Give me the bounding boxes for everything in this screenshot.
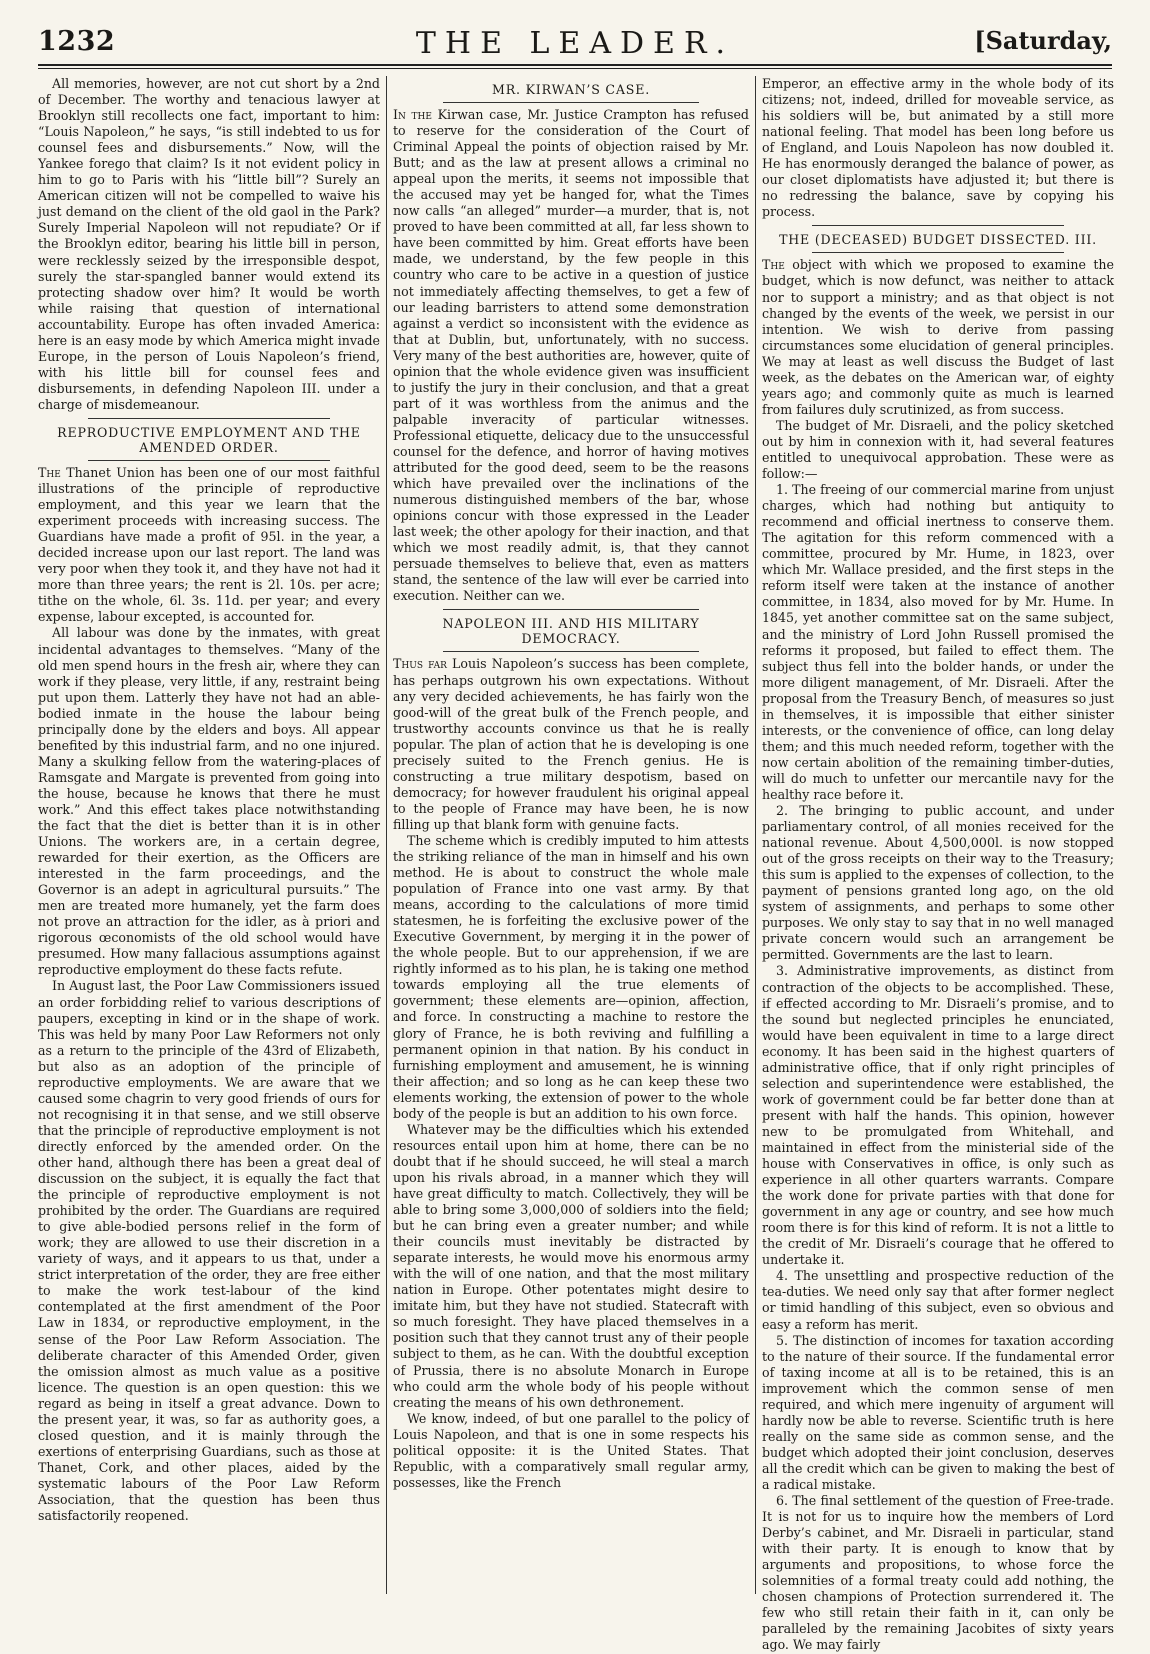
paragraph: Whatever may be the difficulties which his extended resources entail upon him at home, there can be no doubt that if he should succeed, he will steal a march upon his rivals abroad, in a manner which they will have great difficulty to match. Collectively, they will be able to bring some 3,000,000 of soldiers into the field; but he can bring even a greater number; and while their councils must inevitably be distracted by separate interests, he would move his enormous army with the will of one nation, and that the most military nation in Europe. Other potentates might desire to imitate him, but they have not studied. Statecraft with so much foresight. They have placed themselves in a position such that they cannot trust any of their people subject to them, as he can. With the doubtful exception of Prussia, there is no absolute Monarch in Europe who could arm the whole body of his people without creating the means of his own dethronement.	[393, 1121, 749, 1410]
masthead	[38, 26, 1112, 66]
paragraph-text: object with which we proposed to examine the budget, which is now defunct, was neither to attack nor to support a ministry; and as that object is not changed by the events of the week, we persist in our intention. We wish to derive from passing circumstances some elucidation of general principles. We may at least as well discuss the Budget of last week, as the debates on the American war, of eighty years ago; and commonly quite as much is learned from failures duly scrutinized, as from success.	[762, 257, 1114, 417]
column-divider	[386, 76, 387, 1594]
paragraph: All labour was done by the inmates, with great incidental advantages to themselves. “Many of the old men spend hours in the fresh air, where they can work if they please, very little, if any, restraint being put upon them. Latterly they have not had an able-bodied inmate in the house the labour being principally done by the elders and boys. All appear benefited by this industrial farm, and no one injured. Many a skulking fellow from the watering-places of Ramsgate and Margate is prevented from going into the house, because he knows that there he must work.” And this effect takes place notwithstanding the fact that the diet is better than it is in other Unions. The workers are, in a certain degree, rewarded for their exertion, as the Officers are interested in the farm proceedings, and the Governor is an adept in agricultural pursuits.” The men are treated more humanely, yet the farm does not prove an attraction for the idler, as à priori and rigorous œconomists of the old school would have presumed. How many fallacious assumptions against reproductive employment do these facts refute.	[38, 625, 380, 978]
section-rule	[88, 418, 330, 419]
paragraph: The budget of Mr. Disraeli, and the policy sketched out by him in connexion with it, had several features entitled to unequivocal approbation. These were as follow:—	[762, 417, 1114, 482]
section-rule	[443, 651, 699, 652]
page-number: 1232	[38, 26, 116, 57]
section-heading: NAPOLEON III. AND HIS MILITARY DEMOCRACY.	[442, 616, 700, 647]
lead-word: Thus far	[393, 656, 447, 672]
masthead-rule	[38, 64, 1112, 66]
section-rule	[812, 252, 1064, 253]
column-2	[393, 76, 749, 1594]
paragraph	[762, 257, 1114, 417]
newspaper-title: THE LEADER.	[415, 26, 735, 61]
paragraph	[393, 107, 749, 604]
paragraph: The scheme which is credibly imputed to him attests the striking reliance of the man in himself and his own method. He is about to construct the whole male population of France into one vast army. By that means, according to the calculations of more timid statesmen, he is forfeiting the exclusive power of the Executive Government, by merging it in the power of the whole people. But to our apprehension, if we are rightly informed as to his plan, he is taking one method towards employing all the true elements of government; these elements are—opinion, affection, and force. In constructing a machine to restore the glory of France, he is both reviving and fulfilling a permanent opinion in that nation. By his conduct in furnishing employment and amusement, he is winning their affection; and so long as he can keep these two elements working, the extension of power to the whole body of the people is but an addition to his own force.	[393, 832, 749, 1121]
paragraph: We know, indeed, of but one parallel to the policy of Louis Napoleon, and that is one in some respects his political opposite: it is the United States. That Republic, with a comparatively small regular army, possesses, like the French	[393, 1410, 749, 1490]
paragraph: 6. The final settlement of the question of Free-trade. It is not for us to inquire how the members of Lord Derby’s cabinet, and Mr. Disraeli in particular, stand with their party. It is enough to know that by arguments and propositions, to whose force the solemnities of a formal treaty could add nothing, the chosen champions of Protection surrendered it. The few who still retain their faith in it, can only be paralleled by the remaining Jacobites of sixty years ago. We may fairly	[762, 1493, 1114, 1653]
paragraph-text: Kirwan case, Mr. Justice Crampton has refused to reserve for the consideration of the Court of Criminal Appeal the points of objection raised by Mr. Butt; and as the law at present allows a criminal no appeal upon the merits, it seems not impossible that the accused may yet be hanged for, what the Times now calls “an alleged” murder—a murder, that is, not proved to have been committed at all, far less shown to have been committed by him. Great efforts have been made, we understand, by the few people in this country who care to be active in a question of justice not immediately affecting themselves, to get a few of our leading barristers to attend some demonstration against a verdict so inconsistent with the evidence as that at Dublin, but, unfortunately, with no success. Very many of the best authorities are, however, quite of opinion that the whole evidence given was insufficient to justify the jury in their conclusion, and that a great part of it was worthless from the animus and the palpable inveracity of particular witnesses. Professional etiquette, delicacy due to the unsuccessful counsel for the defence, and horror of having motives attributed for the good deed, seem to be the reasons which have prevailed over the inclinations of the numerous distinguished members of the bar, whose opinions concur with those expressed in the Leader last week; the other apology for their inaction, and that which we most readily admit, is, that they cannot persuade themselves to believe that, even as matters stand, the sentence of the law will ever be carried into execution. Neither can we.	[393, 107, 749, 604]
paragraph: 3. Administrative improvements, as distinct from contraction of the objects to be accomplished. These, if effected according to Mr. Disraeli’s promise, and to the sound but neglected principles he enunciated, would have been equivalent in time to a large direct economy. It has been said in the highest quarters of administrative office, that if only right principles of selection and superintendence were established, the work of government could be far better done than at present with half the hands. This opinion, however new to be promulgated from Whitehall, and maintained in effect from the ministerial side of the house with Conservatives in office, is only such as experience in all other quarters warrants. Compare the work done for private parties with that done for government in any age or country, and see how much room there is for this kind of reform. It is not a little to the credit of Mr. Disraeli’s courage that he offered to undertake it.	[762, 963, 1114, 1268]
paragraph: 2. The bringing to public account, and under parliamentary control, of all monies received for the national revenue. About 4,500,000l. is now stopped out of the gross receipts on their way to the Treasury; this sum is applied to the expenses of collection, to the payment of pensions granted long ago, on the old system of assignments, and perhaps to some other purposes. We only stay to say that in no well managed private concern would such an arrangement be permitted. Governments are the last to learn.	[762, 803, 1114, 963]
column-1	[38, 76, 380, 1594]
issue-day: [Saturday,	[974, 26, 1112, 55]
paragraph: All memories, however, are not cut short by a 2nd of December. The worthy and tenacious lawyer at Brooklyn still recollects one fact, important to him: “Louis Napoleon,” he says, “is still indebted to us for counsel fees and disbursements.” Now, will the Yankee forego that claim? Is it not evident policy in him to go to Paris with his “little bill”? Surely an American citizen will not be compelled to waive his just demand on the client of the old gaol in the Park? Surely Imperial Napoleon will not repudiate? Or if the Brooklyn editor, bearing his little bill in person, were recklessly seized by the irresponsible despot, surely the star-spangled banner would extend its protecting shadow over him? It would be worth while raising that question of international accountability. Europe has often invaded America: here is an easy mode by which America might invade Europe, in the person of Louis Napoleon’s friend, with his little bill for counsel fees and disbursements, in defending Napoleon III. under a charge of misdemeanour.	[38, 76, 380, 412]
lead-word: The	[38, 464, 61, 480]
paragraph: 1. The freeing of our commercial marine from unjust charges, which had nothing but antiquity to recommend and official inertness to conserve them. The agitation for this reform commenced with a committee, procured by Mr. Hume, in 1823, over which Mr. Wallace presided, and the first steps in the reform itself were taken at the instance of another committee, in 1834, also moved for by Mr. Hume. In 1845, yet another committee sat on the same subject, and the ministry of Lord John Russell promised the reforms it proposed, but failed to effect them. The subject thus fell into the bolder hands, or under the more diligent management, of Mr. Disraeli. After the proposal from the Treasury Bench, of measures so just in themselves, it is impossible that either sinister interests, or the convenience of office, can long delay them; and this much needed reform, together with the now certain abolition of the remaining timber-duties, will do much to unfetter our mercantile navy for the healthy race before it.	[762, 482, 1114, 802]
paragraph: 4. The unsettling and prospective reduction of the tea-duties. We need only say that after former neglect or timid handling of this subject, even so obvious and easy a reform has merit.	[762, 1268, 1114, 1332]
section-heading: MR. KIRWAN’S CASE.	[492, 82, 650, 97]
paragraph	[393, 656, 749, 833]
masthead-rule-thin	[38, 68, 1112, 69]
lead-word: In the	[393, 107, 432, 122]
section-rule	[443, 609, 699, 610]
column-divider	[755, 76, 756, 1594]
section-rule	[443, 102, 699, 103]
paragraph-text: Louis Napoleon’s success has been complete, has perhaps outgrown his own expectations. Without any very decided achievements, he has fairly won the good-will of the great bulk of the French people, and trustworthy accounts convince us that he is really popular. The plan of action that he is developing is one precisely suited to the French genius. He is constructing a true military despotism, based on democracy; for however fraudulent his original appeal to the people of France may have been, he is now filling up that blank form with genuine facts.	[393, 656, 749, 832]
section-heading: THE (DECEASED) BUDGET DISSECTED. III.	[779, 232, 1097, 248]
paragraph: 5. The distinction of incomes for taxation according to the nature of their source. If the fundamental error of taxing income at all is to be retained, this is an improvement which the common sense of men required, and which mere ingenuity of argument will hardly now be able to reverse. Scientific truth is here really on the same side as common sense, and the budget which adopted their joint conclusion, deserves all the credit which can be given to making the best of a radical mistake.	[762, 1332, 1114, 1492]
section-rule	[88, 460, 330, 461]
lead-word: The	[762, 257, 785, 273]
section-rule	[812, 225, 1064, 226]
paragraph-text: Thanet Union has been one of our most faithful illustrations of the principle of reproductive employment, and this year we learn that the experiment proceeds with increasing success. The Guardians have made a profit of 95l. in the year, a decided increase upon our last report. The land was very poor when they took it, and they have not had it more than three years; the rent is 2l. 10s. per acre; tithe on the whole, 6l. 3s. 11d. per year; and every expense, labour excepted, is accounted for.	[38, 464, 380, 625]
paragraph	[38, 465, 380, 625]
column-3	[762, 76, 1114, 1653]
columns	[38, 76, 1114, 1653]
paragraph: In August last, the Poor Law Commissioners issued an order forbidding relief to various descriptions of paupers, excepting in kind or in the shape of work. This was held by many Poor Law Reformers not only as a return to the principle of the 43rd of Elizabeth, but also as an adoption of the principle of reproductive employments. We are aware that we caused some chagrin to very good friends of ours for not recognising it in that sense, and we still observe that the principle of reproductive employment is not directly enforced by the amended order. On the other hand, although there has been a great deal of discussion on the subject, it is equally the fact that the principle of reproductive employment is not prohibited by the order. The Guardians are required to give able-bodied persons relief in the form of work; they are allowed to use their discretion in a variety of ways, and it appears to us that, under a strict interpretation of the order, they are free either to make the work test-labour of the kind contemplated at the first amendment of the Poor Law in 1834, or reproductive employment, in the sense of the Poor Law Reform Association. The deliberate character of this Amended Order, given the omission almost as much value as a positive licence. The question is an open question: this we regard as being in itself a great advance. Down to the present year, it was, so far as authority goes, a closed question, and it is mainly through the exertions of enterprising Guardians, such as those at Thanet, Cork, and other places, aided by the systematic labours of the Poor Law Reform Association, that the question has been thus satisfactorily reopened.	[38, 978, 380, 1524]
section-heading: REPRODUCTIVE EMPLOYMENT AND THE AMENDED ORDER.	[57, 424, 361, 455]
paragraph: Emperor, an effective army in the whole body of its citizens; not, indeed, drilled for moveable service, as his soldiers will be, but animated by a still more national feeling. That model has been long before us of England, and Louis Napoleon has now doubled it. He has enormously deranged the balance of power, as our closet diplomatists have adjusted it; but there is no redressing the balance, save by copying his process.	[762, 76, 1114, 220]
